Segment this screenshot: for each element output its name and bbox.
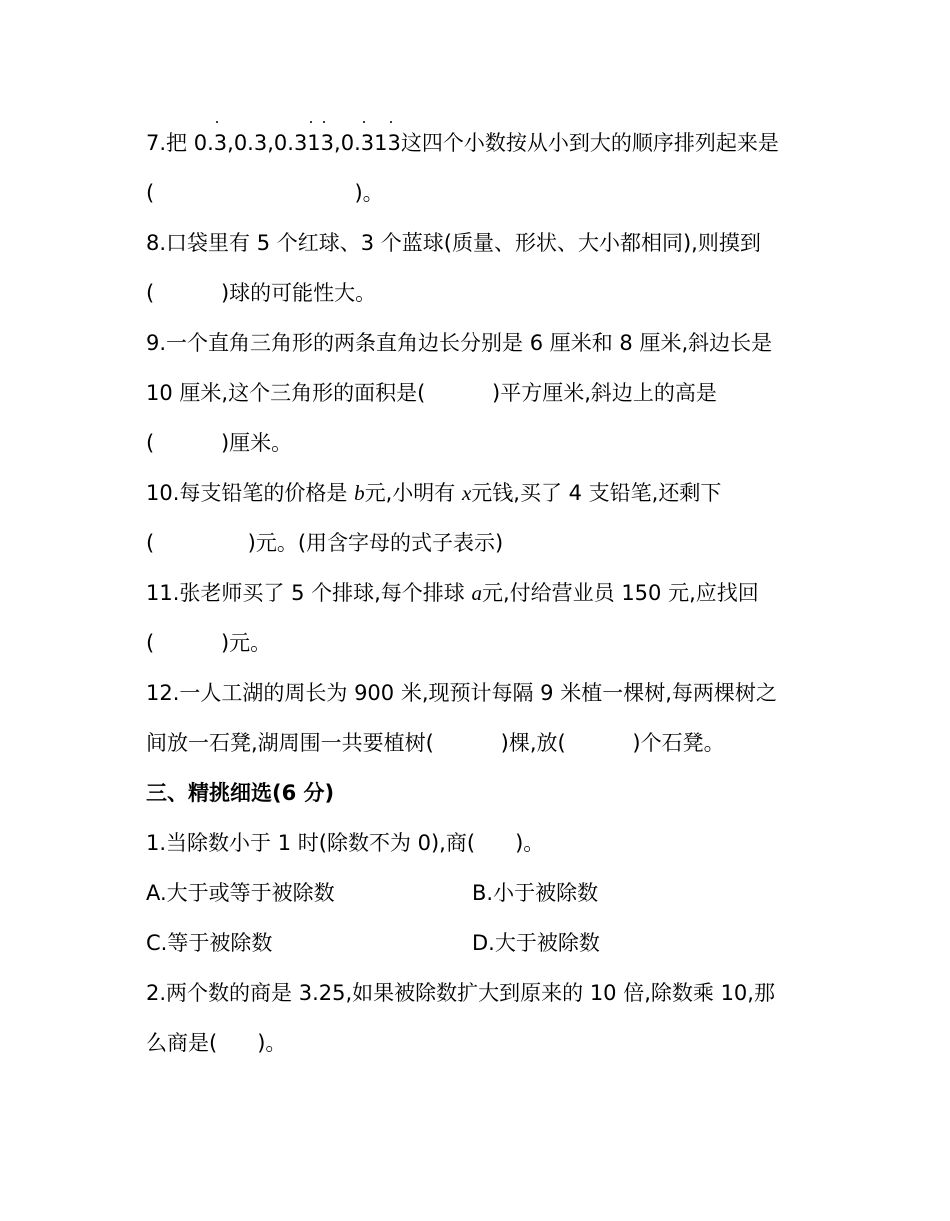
q7-decimal-3: 0.313 <box>274 128 334 158</box>
q8-line1: 8.口袋里有 5 个红球、3 个蓝球(质量、形状、大小都相同),则摸到 <box>146 231 761 255</box>
q7-suffix: 这四个小数按从小到大的顺序排列起来是 <box>400 131 779 155</box>
variable-a: a <box>471 581 482 605</box>
q9-line1: 9.一个直角三角形的两条直角边长分别是 6 厘米和 8 厘米,斜边长是 <box>146 331 773 355</box>
q9-line3: ( )厘米。 <box>146 431 293 455</box>
q9-line2: 10 厘米,这个三角形的面积是( )平方厘米,斜边上的高是 <box>146 381 717 405</box>
q10-line1: 10.每支铅笔的价格是 b元,小明有 x元钱,买了 4 支铅笔,还剩下 <box>146 481 722 505</box>
q7-decimal-1: 0.3 <box>194 128 227 158</box>
mc1-option-d: D.大于被除数 <box>472 931 600 955</box>
mc1-option-c: C.等于被除数 <box>146 931 273 955</box>
q7-prefix: 7.把 <box>146 131 194 155</box>
q7-decimal-4: 0.313 <box>341 128 401 158</box>
mc1-option-b: B.小于被除数 <box>472 881 599 905</box>
q12-line2: 间放一石凳,湖周围一共要植树( )棵,放( )个石凳。 <box>146 731 725 755</box>
q7-decimal-2: 0.3 <box>233 131 268 155</box>
q8-answer-line: ( )球的可能性大。 <box>146 281 377 305</box>
repeat-dot <box>310 121 312 123</box>
variable-x: x <box>461 481 472 505</box>
q7-answer-line: ( )。 <box>146 181 384 205</box>
section-heading: 三、精挑细选(6 分) <box>146 781 335 805</box>
q12-line1: 12.一人工湖的周长为 900 米,现预计每隔 9 米植一棵树,每两棵树之 <box>146 681 777 705</box>
repeat-dot <box>216 121 218 123</box>
variable-b: b <box>354 481 365 505</box>
mc1-option-a: A.大于或等于被除数 <box>146 881 335 905</box>
q11-line1: 11.张老师买了 5 个排球,每个排球 a元,付给营业员 150 元,应找回 <box>146 581 759 605</box>
mc2-line2: 么商是( )。 <box>146 1031 287 1055</box>
repeat-dot <box>390 121 392 123</box>
repeat-dot <box>323 121 325 123</box>
q11-answer-line: ( )元。 <box>146 631 272 655</box>
q7-line1: 7.把 0.3 ,0.3,0.313 ,0.313 这四个小数按从小到大的顺序排列起来是 <box>146 128 779 158</box>
repeat-dot <box>363 121 365 123</box>
q10-answer-line: ( )元。(用含字母的式子表示) <box>146 531 504 555</box>
mc1-stem: 1.当除数小于 1 时(除数不为 0),商( )。 <box>146 831 545 855</box>
mc2-line1: 2.两个数的商是 3.25,如果被除数扩大到原来的 10 倍,除数乘 10,那 <box>146 981 775 1005</box>
